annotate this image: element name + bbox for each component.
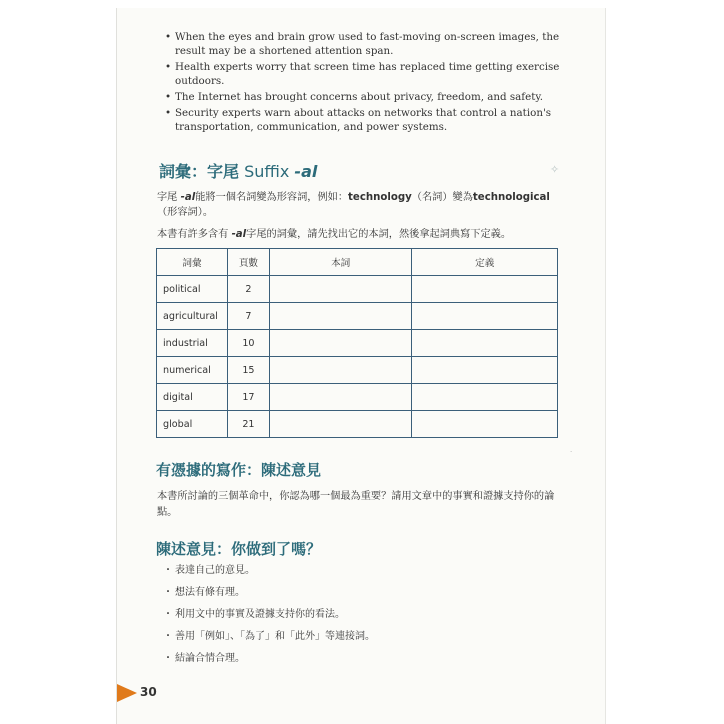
bullet-item: • Health experts worry that screen time has replaced time getting exercise outdoors.	[165, 60, 575, 88]
definition-cell[interactable]	[412, 384, 558, 411]
bullet-dot: ・	[163, 609, 173, 620]
word-cell: digital	[157, 384, 228, 411]
vocab-intro-text: 能將一個名詞變為形容詞，例如：	[195, 192, 349, 203]
table-row	[157, 357, 558, 384]
column-header: 本詞	[269, 249, 412, 276]
checklist-item-text: 利用文中的事實及證據支持你的看法。	[175, 609, 345, 620]
bullet-item: • Security experts warn about attacks on networks that control a nation's transportation, communication, and power systems.	[165, 106, 575, 134]
vocab-intro	[157, 190, 567, 220]
page-cell: 21	[227, 411, 269, 438]
root-word-cell[interactable]	[269, 411, 412, 438]
vocab-task-text: 字尾的詞彙，請先找出它的本詞，然後拿起詞典寫下定義。	[246, 229, 512, 240]
checklist-item	[163, 586, 375, 608]
table-row	[157, 384, 558, 411]
play-triangle-icon	[117, 684, 137, 702]
sparkle-icon: ✧	[550, 163, 560, 176]
vocab-heading	[159, 159, 317, 182]
page-cell: 17	[227, 384, 269, 411]
vocab-task-suffix: -al	[231, 229, 247, 240]
table-row	[157, 276, 558, 303]
table-header-row	[157, 249, 558, 276]
checklist-item-text: 善用「例如」、「為了」和「此外」等連接詞。	[175, 631, 375, 642]
vocab-intro-text: （名詞）變為	[411, 192, 473, 203]
vocab-heading-zh: 詞彙：字尾	[159, 162, 240, 181]
definition-cell[interactable]	[412, 357, 558, 384]
table-row	[157, 330, 558, 357]
vocab-table	[156, 248, 558, 438]
paper-speck: ·	[570, 448, 573, 456]
checklist-item-text: 想法有條有理。	[175, 587, 245, 598]
checklist-item	[163, 630, 375, 652]
vocab-task-text: 本書有許多含有	[157, 229, 232, 240]
checklist-item-text: 表達自己的意見。	[175, 565, 255, 576]
bullet-dot: ・	[163, 631, 173, 642]
word-cell: agricultural	[157, 303, 228, 330]
word-cell: industrial	[157, 330, 228, 357]
column-header: 頁數	[227, 249, 269, 276]
definition-cell[interactable]	[412, 303, 558, 330]
checklist-heading: 陳述意見：你做到了嗎？	[156, 540, 322, 558]
word-cell: numerical	[157, 357, 228, 384]
definition-cell[interactable]	[412, 330, 558, 357]
bullet-item: • When the eyes and brain grow used to fast-moving on-screen images, the result may be a shortened attention span.	[165, 30, 575, 58]
page-number: 30	[140, 685, 157, 699]
vocab-intro-text: （形容詞）。	[157, 207, 214, 218]
root-word-cell[interactable]	[269, 303, 412, 330]
word-cell: global	[157, 411, 228, 438]
definition-cell[interactable]	[412, 411, 558, 438]
writing-prompt: 本書所討論的三個革命中，你認為哪一個最為重要？請用文章中的事實和證據支持你的論點。	[157, 491, 555, 518]
root-word-cell[interactable]	[269, 384, 412, 411]
bullet-item: • The Internet has brought concerns about privacy, freedom, and safety.	[165, 90, 575, 104]
vocab-heading-suffix: -al	[294, 162, 318, 181]
vocab-heading-en: Suffix	[239, 162, 295, 181]
bullet-dot: ・	[163, 587, 173, 598]
checklist-item	[163, 608, 375, 630]
word-cell: political	[157, 276, 228, 303]
writing-heading: 有憑據的寫作：陳述意見	[156, 461, 322, 479]
page-cell: 2	[227, 276, 269, 303]
page-cell: 15	[227, 357, 269, 384]
page-cell: 7	[227, 303, 269, 330]
bullet-dot: ・	[163, 653, 173, 664]
checklist-item	[163, 564, 375, 586]
vocab-intro-example: technology	[348, 192, 412, 203]
page-number-marker	[117, 682, 161, 704]
checklist-item	[163, 652, 375, 674]
vocab-intro-text: 字尾	[157, 192, 181, 203]
column-header: 定義	[412, 249, 558, 276]
checklist	[163, 564, 375, 674]
vocab-intro-example: technological	[472, 192, 550, 203]
root-word-cell[interactable]	[269, 276, 412, 303]
vocab-task	[157, 227, 567, 242]
table-row	[157, 303, 558, 330]
definition-cell[interactable]	[412, 276, 558, 303]
table-row	[157, 411, 558, 438]
vocab-intro-suffix: -al	[180, 192, 196, 203]
column-header: 詞彙	[157, 249, 228, 276]
bullet-list	[165, 30, 575, 136]
bullet-dot: ・	[163, 565, 173, 576]
page-cell: 10	[227, 330, 269, 357]
root-word-cell[interactable]	[269, 330, 412, 357]
root-word-cell[interactable]	[269, 357, 412, 384]
checklist-item-text: 結論合情合理。	[175, 653, 245, 664]
